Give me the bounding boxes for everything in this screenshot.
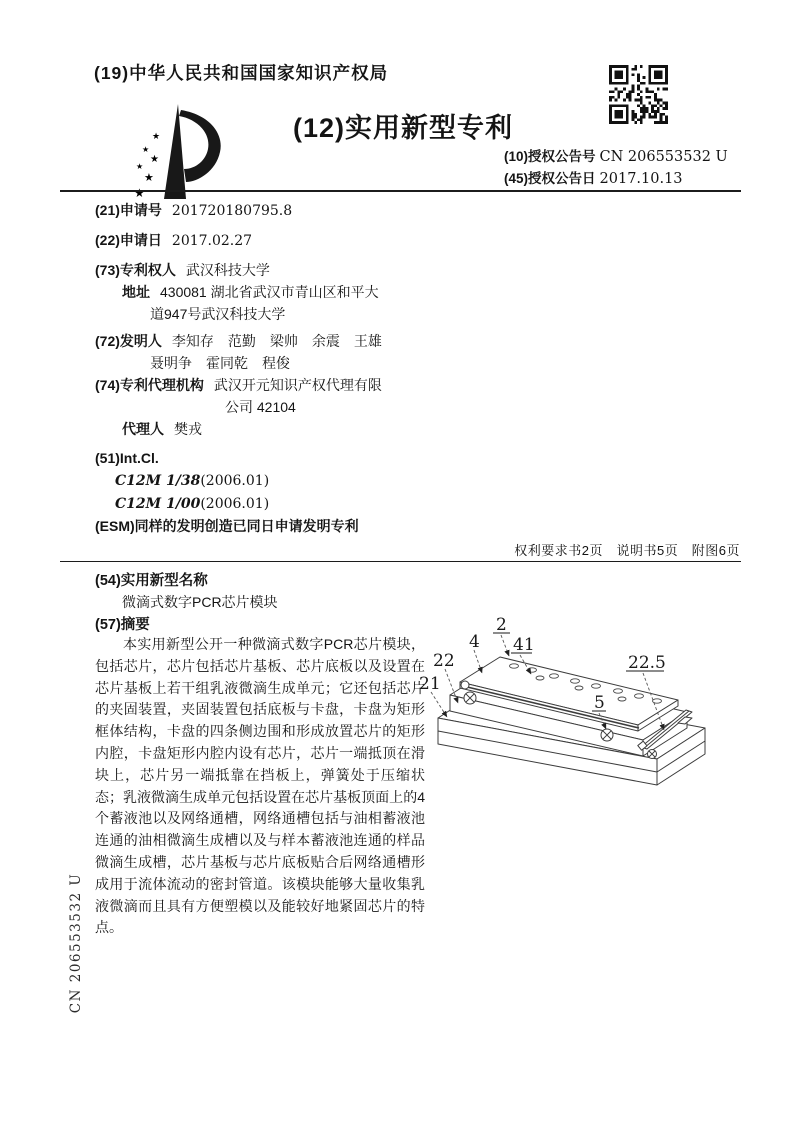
address-row-2 bbox=[150, 303, 455, 325]
patent-office-line: (19)中华人民共和国国家知识产权局 bbox=[94, 63, 389, 83]
patent-figure bbox=[415, 600, 785, 850]
address-line2: 道947号武汉科技大学 bbox=[150, 306, 286, 322]
ref-label-22: 22 bbox=[433, 651, 455, 671]
pub-number-value: CN 206553532 U bbox=[599, 149, 728, 165]
intcl-year-2: (2006.01) bbox=[200, 496, 270, 512]
pages-summary: 权利要求书2页 说明书5页 附图6页 bbox=[514, 543, 740, 558]
publication-block bbox=[504, 146, 728, 190]
intcl-code-2: C12M 1/00 bbox=[115, 496, 201, 512]
logo-star-icon: ★ bbox=[150, 154, 159, 165]
agent-row bbox=[122, 418, 455, 440]
address-line1: 430081 湖北省武汉市青山区和平大 bbox=[160, 284, 379, 300]
inventors-label: (72)发明人 bbox=[95, 333, 162, 349]
inventors-line2: 聂明争 霍同乾 程俊 bbox=[150, 355, 290, 371]
address-row bbox=[122, 281, 455, 303]
application-number-value: 201720180795.8 bbox=[171, 203, 293, 219]
inventors-row bbox=[95, 330, 455, 352]
pub-number-row bbox=[504, 146, 728, 168]
screw-hole bbox=[461, 681, 469, 689]
intcl-year-1: (2006.01) bbox=[200, 473, 270, 489]
abstract-label: (57)摘要 bbox=[95, 617, 150, 633]
ref-label-2: 2 bbox=[496, 615, 507, 635]
qr-code-graphic bbox=[609, 65, 668, 124]
patentee-label: (73)专利权人 bbox=[95, 262, 176, 278]
utility-name-value: 微滴式数字PCR芯片模块 bbox=[122, 594, 278, 610]
sipo-logo bbox=[134, 102, 226, 208]
pub-date-value: 2017.10.13 bbox=[599, 171, 683, 187]
utility-name-label: (54)实用新型名称 bbox=[95, 573, 208, 589]
application-date-value: 2017.02.27 bbox=[171, 233, 253, 249]
agency-row-2 bbox=[225, 396, 455, 418]
agent-label: 代理人 bbox=[122, 421, 164, 437]
inventors-line1: 李知存 范勤 梁帅 余震 王雄 bbox=[171, 333, 382, 349]
application-number-label: (21)申请号 bbox=[95, 202, 162, 218]
logo-star-icon: ★ bbox=[152, 131, 161, 141]
ref-label-41: 41 bbox=[513, 635, 535, 655]
intcl-label: (51)Int.Cl. bbox=[95, 450, 159, 466]
logo-star-icon: ★ bbox=[142, 145, 150, 154]
logo-star-icon: ★ bbox=[144, 172, 154, 184]
ref-label-4: 4 bbox=[469, 632, 480, 652]
logo-spire-shape bbox=[164, 104, 186, 199]
patentee-row bbox=[95, 259, 455, 281]
ref-label-21: 21 bbox=[419, 674, 441, 694]
inventors-row-2 bbox=[150, 352, 455, 374]
patent-figure-drawing bbox=[415, 600, 785, 850]
agency-name-line1: 武汉开元知识产权代理有限 bbox=[213, 377, 382, 393]
address-label: 地址 bbox=[122, 284, 150, 300]
figure-plates bbox=[438, 657, 705, 785]
side-publication-code: CN 206553532 U bbox=[68, 872, 84, 1014]
header-divider bbox=[60, 190, 741, 192]
pub-date-row bbox=[504, 168, 728, 190]
ref-label-22-5: 22.5 bbox=[628, 653, 666, 673]
logo-star-icon: ★ bbox=[134, 186, 145, 200]
intcl-class-1 bbox=[115, 469, 455, 492]
bibliographic-block bbox=[95, 199, 455, 537]
application-date-row bbox=[95, 229, 455, 252]
logo-p-bowl-shape bbox=[179, 110, 221, 182]
abstract-text: 本实用新型公开一种微滴式数字PCR芯片模块，包括芯片，芯片包括芯片基板、芯片底板以及设置在芯片基板上若干组乳液微滴生成单元；它还包括芯片的夹固装置，夹固装置包括底板与卡盘，卡盘为矩形框体结构，卡盘的四条侧边围和形成放置芯片的矩形内腔，卡盘矩形内腔内设有芯片，芯片一端抵顶在滑块上，芯片另一端抵靠在挡板上，弹簧处于压缩状态；乳液微滴生成单元包括设置在芯片基板顶面上的4个蓄液池以及网络通槽，网络通槽包括与油相蓄液池连通的油相微滴生成槽以及与样本蓄液池连通的样品微滴生成槽，芯片基板与芯片底板贴合后网络通槽形成用于流体流动的密封管道。该模块能够大量收集乳液微滴而且具有方便塑模以及能较好地紧固芯片的特点。 bbox=[95, 636, 425, 936]
intcl-class-2 bbox=[115, 492, 455, 515]
application-number-row bbox=[95, 199, 455, 222]
pub-number-label: (10)授权公告号 bbox=[504, 149, 596, 164]
esm-line: (ESM)同样的发明创造已同日申请发明专利 bbox=[95, 518, 359, 534]
sipo-logo-graphic bbox=[134, 102, 226, 208]
logo-star-icon: ★ bbox=[136, 162, 144, 171]
agency-row bbox=[95, 374, 455, 396]
section-divider bbox=[60, 561, 741, 562]
agent-value: 樊戎 bbox=[174, 421, 202, 437]
application-date-label: (22)申请日 bbox=[95, 232, 162, 248]
doc-type-title: (12)实用新型专利 bbox=[293, 113, 514, 143]
intcl-row bbox=[95, 447, 455, 469]
agency-name-line2: 公司 42104 bbox=[225, 399, 296, 415]
qr-code bbox=[609, 65, 668, 124]
patentee-value: 武汉科技大学 bbox=[185, 262, 270, 278]
agency-label: (74)专利代理机构 bbox=[95, 377, 204, 393]
ref-label-5: 5 bbox=[594, 693, 605, 713]
esm-row bbox=[95, 515, 455, 537]
intcl-code-1: C12M 1/38 bbox=[115, 473, 201, 489]
pub-date-label: (45)授权公告日 bbox=[504, 171, 596, 186]
